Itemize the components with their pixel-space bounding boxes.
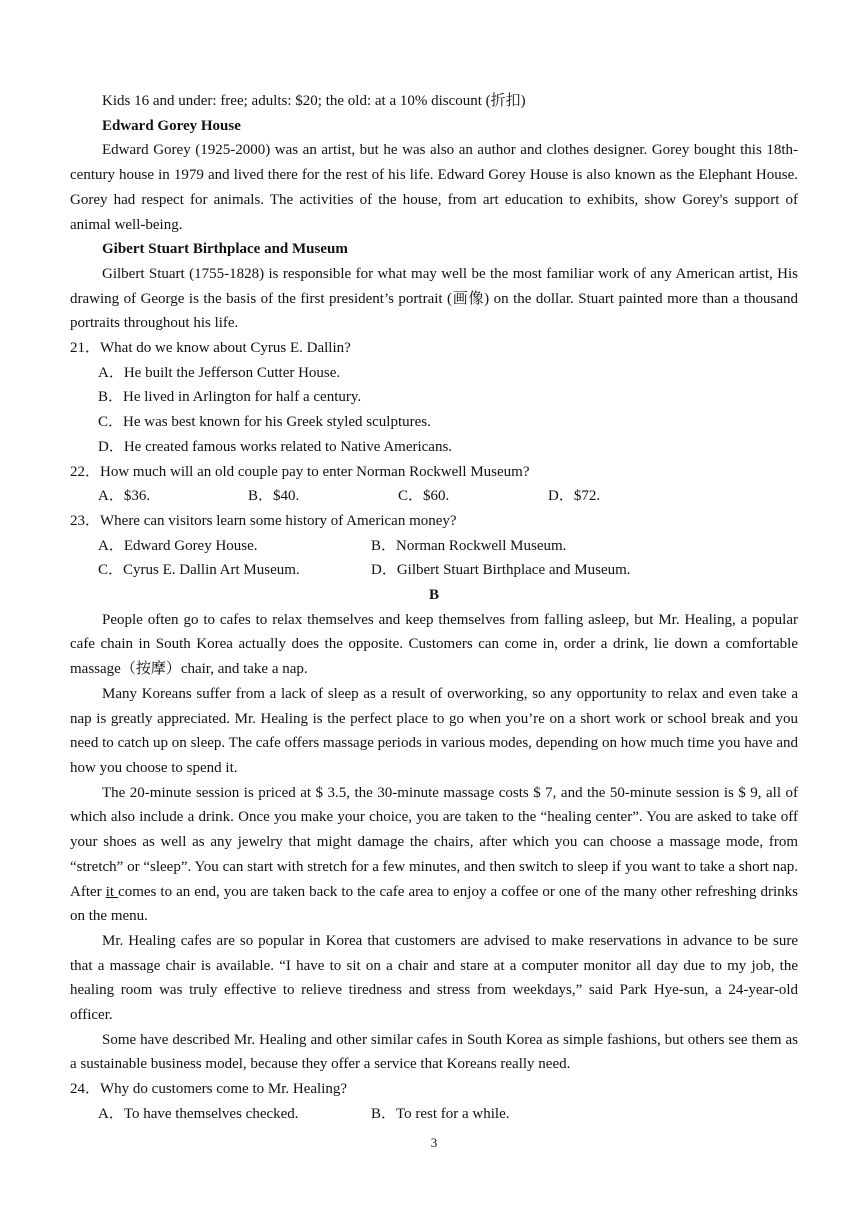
paragraph-3-text-before: The 20-minute session is priced at $ 3.5, the 30-minute massage costs $ 7, and the 50-minute session is $ 9, all of which also include a drink. Once you make your choice, you are taken to the “healing center”. You are asked to take off your shoes as well as any jewelry that might damage the chairs, after which you can choose a massage mode, from “stretch” or “sleep”. You can start with stretch for a few minutes, and then switch to sleep if you want to take a short nap. After bbox=[70, 784, 798, 900]
paragraph-3-text-after: comes to an end, you are taken back to the cafe area to enjoy a coffee or one of the many other refreshing drinks on the menu. bbox=[70, 883, 799, 925]
question-22-option-a: A．$36. bbox=[98, 488, 151, 505]
question-23-option-b: B．Norman Rockwell Museum. bbox=[371, 537, 567, 554]
question-24-option-b: B．To rest for a while. bbox=[371, 1105, 510, 1122]
question-21-option-d: D．He created famous works related to Native Americans. bbox=[98, 438, 453, 455]
section-b-label: B bbox=[428, 587, 439, 604]
rockwell-prices: Kids 16 and under: free; adults: $20; the old: at a 10% discount (折扣) bbox=[102, 93, 526, 109]
question-23-options-row-2 bbox=[70, 558, 798, 583]
passage-b-paragraph-4: Mr. Healing cafes are so popular in Korea that customers are advised to make reservations in advance to be sure that a massage chair is available. “I have to sit on a chair and stare at a computer monitor all day due to my job, the healing room was truly effective to relieve tiredness and stress from weekdays,” said Park Hye-sun, a 24-year-old officer. bbox=[70, 932, 798, 1024]
question-22-option-d: D．$72. bbox=[548, 488, 601, 505]
document-page bbox=[70, 89, 798, 1127]
gorey-heading: Edward Gorey House bbox=[102, 117, 241, 134]
passage-b-paragraph-2: Many Koreans suffer from a lack of sleep as a result of overworking, so any opportunity to relax and even take a nap is greatly appreciated. Mr. Healing is the perfect place to go when you’re on a short work or school break and you need to catch up on sleep. The cafe offers massage periods in various modes, depending on how much time you have and how you choose to spend it. bbox=[70, 685, 798, 776]
stuart-heading: Gibert Stuart Birthplace and Museum bbox=[102, 241, 348, 258]
question-21-option-c: C．He was best known for his Greek styled sculptures. bbox=[98, 414, 431, 431]
question-23-option-c: C．Cyrus E. Dallin Art Museum. bbox=[98, 562, 300, 579]
question-21-option-a: A．He built the Jefferson Cutter House. bbox=[98, 364, 341, 381]
question-24-options bbox=[70, 1102, 798, 1127]
question-23-options-row-1 bbox=[70, 534, 798, 559]
question-23-option-d: D．Gilbert Stuart Birthplace and Museum. bbox=[371, 562, 631, 579]
passage-b-paragraph-3 bbox=[70, 781, 798, 929]
passage-b-paragraph-5: Some have described Mr. Healing and other similar cafes in South Korea as simple fashions, but others see them as a sustainable business model, because they offer a service that Koreans really need. bbox=[70, 1031, 798, 1073]
page-number: 3 bbox=[430, 1135, 438, 1150]
gorey-paragraph: Edward Gorey (1925-2000) was an artist, but he was also an author and clothes designer. Gorey bought this 18th-century house in 1979 and lived there for the rest of his life. Edward Gorey House is also known as the Elephant House. Gorey had respect for animals. The activities of the house, from art education to exhibits, show Gorey's support of animal well-being. bbox=[70, 142, 798, 233]
question-23-option-a: A．Edward Gorey House. bbox=[98, 537, 258, 554]
question-22-options bbox=[70, 484, 798, 509]
stuart-paragraph: Gilbert Stuart (1755-1828) is responsible for what may well be the most familiar work of any American artist, His drawing of George is the basis of the first president’s portrait (画像) on the dollar. Stuart painted more than a thousand portraits throughout his life. bbox=[70, 265, 798, 332]
passage-b-paragraph-1: People often go to cafes to relax themselves and keep themselves from falling asleep, but Mr. Healing, a popular cafe chain in South Korea actually does the opposite. Customers can come in, order a drink, lie down a comfortable massage（按摩）chair, and take a nap. bbox=[70, 611, 798, 678]
question-21-stem: 21．What do we know about Cyrus E. Dallin? bbox=[70, 340, 351, 357]
question-24-stem: 24．Why do customers come to Mr. Healing? bbox=[70, 1081, 348, 1098]
question-22-option-c: C．$60. bbox=[398, 488, 450, 505]
question-23-stem: 23．Where can visitors learn some history of American money? bbox=[70, 512, 457, 529]
question-21-option-b: B．He lived in Arlington for half a century. bbox=[98, 389, 362, 406]
question-24-option-a: A．To have themselves checked. bbox=[98, 1105, 299, 1122]
underlined-word-it: it bbox=[105, 883, 119, 900]
question-22-stem: 22．How much will an old couple pay to enter Norman Rockwell Museum? bbox=[70, 463, 530, 480]
question-22-option-b: B．$40. bbox=[248, 488, 300, 505]
